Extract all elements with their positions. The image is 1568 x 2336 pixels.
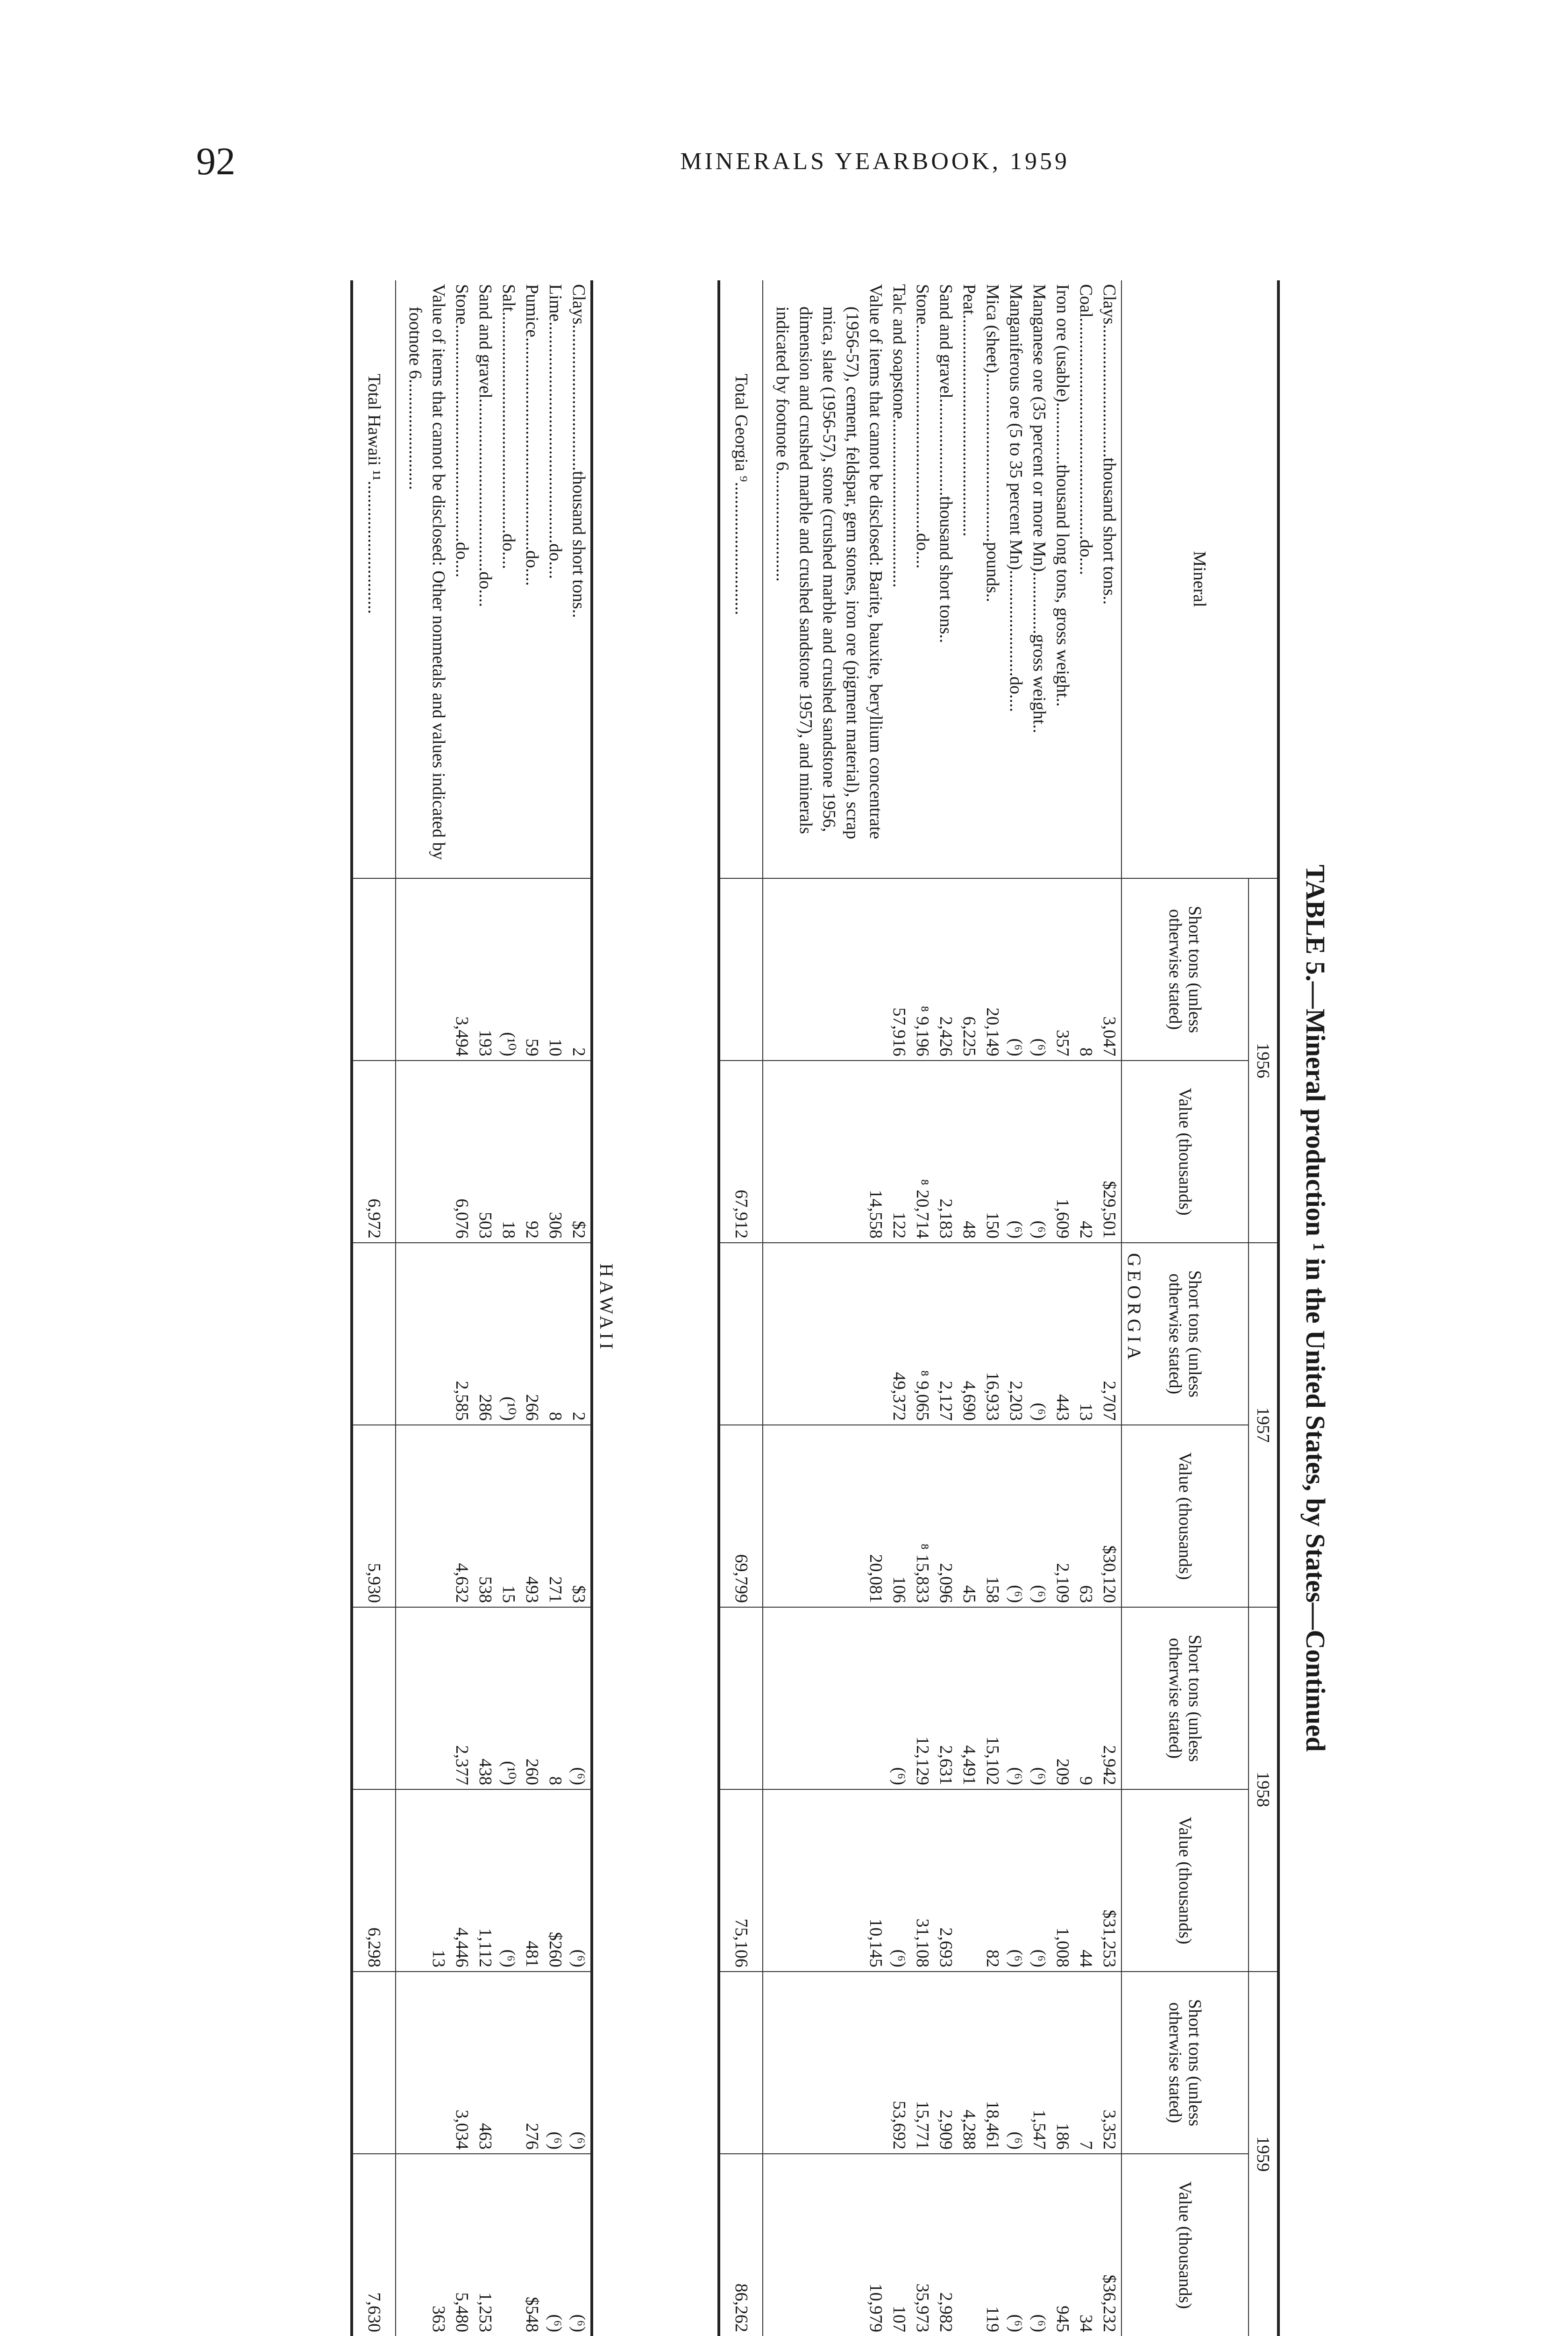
quantity-cell: 276 — [520, 1972, 544, 2154]
quantity-cell: 15,771 — [911, 1972, 934, 2154]
value-cell: 6,972 — [352, 1061, 396, 1243]
spacer-cell — [396, 1789, 404, 1972]
spacer-row — [396, 280, 404, 2336]
quantity-cell: 49,372 — [887, 1243, 911, 1425]
quantity-cell: 463 — [474, 1972, 497, 2154]
value-cell: (⁶) — [1028, 2154, 1051, 2336]
quantity-cell — [404, 1972, 450, 2154]
quantity-cell: (⁶) — [1004, 1607, 1028, 1789]
value-cell: 107 — [887, 2154, 911, 2336]
quantity-cell: 2 — [567, 878, 592, 1061]
quantity-header: Short tons (unless otherwise stated) — [1121, 878, 1249, 1061]
value-cell: ⁸ 15,833 — [911, 1425, 934, 1607]
quantity-cell — [352, 1243, 396, 1425]
spacer-cell — [763, 1425, 771, 1607]
quantity-header: Short tons (unless otherwise stated) — [1121, 1243, 1249, 1425]
mineral-name: Sand and gravel......................thousand short tons.. — [936, 284, 956, 643]
value-cell: 271 — [544, 1425, 567, 1607]
quantity-cell — [352, 878, 396, 1061]
mineral-name: Salt..................................................do.... — [499, 284, 518, 570]
quantity-cell: 193 — [474, 878, 497, 1061]
value-cell: 119 — [981, 2154, 1004, 2336]
quantity-cell: 53,692 — [887, 1972, 911, 2154]
value-cell: $260 — [544, 1789, 567, 1972]
mineral-name: Pumice................................................do.... — [522, 284, 542, 586]
value-cell: 20,081 — [771, 1425, 887, 1607]
value-cell: 1,008 — [1051, 1789, 1074, 1972]
value-cell: 44 — [1074, 1789, 1098, 1972]
mineral-name: Stone.................................................do.... — [452, 284, 472, 578]
quantity-cell: 2,377 — [450, 1607, 474, 1789]
quantity-cell: (¹⁰) — [497, 1243, 520, 1425]
value-cell: 2,183 — [934, 1061, 958, 1243]
quantity-cell: 6,225 — [958, 878, 981, 1061]
value-cell: 493 — [520, 1425, 544, 1607]
quantity-cell: 8 — [1074, 878, 1098, 1061]
quantity-cell: 2,203 — [1004, 1243, 1028, 1425]
value-cell: 45 — [958, 1425, 981, 1607]
quantity-cell: 8 — [544, 1243, 567, 1425]
quantity-cell: (¹⁰) — [497, 1607, 520, 1789]
value-cell: $2 — [567, 1061, 592, 1243]
value-cell: 67,912 — [719, 1061, 763, 1243]
value-cell: $30,120 — [1098, 1425, 1121, 1607]
spacer-cell — [396, 1243, 404, 1425]
value-cell: 945 — [1051, 2154, 1074, 2336]
quantity-cell: 15,102 — [981, 1607, 1004, 1789]
quantity-cell — [719, 878, 763, 1061]
table-row — [1098, 280, 1121, 2336]
value-cell: 63 — [1074, 1425, 1098, 1607]
year-header: 1958 — [1249, 1607, 1278, 1972]
value-cell: 10,979 — [771, 2154, 887, 2336]
table-row — [497, 280, 520, 2336]
value-cell: 6,298 — [352, 1789, 396, 1972]
value-cell: 122 — [887, 1061, 911, 1243]
mineral-name: Manganese ore (35 percent or more Mn)..............gross weight.. — [1029, 284, 1049, 734]
quantity-cell: 2,585 — [450, 1243, 474, 1425]
table-row — [771, 280, 887, 2336]
quantity-cell: 18,461 — [981, 1972, 1004, 2154]
value-cell: (⁶) — [1028, 1425, 1051, 1607]
value-cell: $31,253 — [1098, 1789, 1121, 1972]
quantity-cell: 209 — [1051, 1607, 1074, 1789]
year-header: 1957 — [1249, 1243, 1278, 1607]
quantity-cell — [719, 1243, 763, 1425]
value-cell: (⁶) — [887, 1789, 911, 1972]
quantity-cell: 286 — [474, 1243, 497, 1425]
quantity-cell: 59 — [520, 878, 544, 1061]
spacer-cell — [763, 280, 771, 878]
quantity-cell: 12,129 — [911, 1607, 934, 1789]
georgia-table — [717, 280, 1121, 2336]
year-header: 1959 — [1249, 1972, 1278, 2336]
value-cell: 2,982 — [934, 2154, 958, 2336]
value-cell: 31,108 — [911, 1789, 934, 1972]
spacer-cell — [763, 1607, 771, 1789]
value-cell: 4,632 — [450, 1425, 474, 1607]
page-number: 92 — [196, 139, 235, 183]
quantity-cell: (⁶) — [1004, 1972, 1028, 2154]
value-header: Value (thousands) — [1121, 1789, 1249, 1972]
table-row — [1051, 280, 1074, 2336]
value-cell: 75,106 — [719, 1789, 763, 1972]
quantity-cell: (⁶) — [567, 1972, 592, 2154]
mineral-name: Manganiferous ore (5 to 35 percent Mn)........................do.... — [1006, 284, 1026, 712]
quantity-cell: 9 — [1074, 1607, 1098, 1789]
value-cell: $3 — [567, 1425, 592, 1607]
table-row — [520, 280, 544, 2336]
value-cell: 5,480 — [450, 2154, 474, 2336]
table-row — [1074, 280, 1098, 2336]
value-cell: (⁶) — [1004, 1425, 1028, 1607]
mineral-name: Sand and gravel.......................................do.... — [475, 284, 495, 607]
quantity-cell: ⁸ 9,196 — [911, 878, 934, 1061]
mineral-name: Mica (sheet)......................................pounds.. — [983, 284, 1002, 602]
table-row — [1004, 280, 1028, 2336]
state-heading-georgia: GEORGIA — [1124, 1253, 1145, 1363]
value-header: Value (thousands) — [1121, 1425, 1249, 1607]
table-row — [911, 280, 934, 2336]
value-cell: 106 — [887, 1425, 911, 1607]
quantity-cell: 2 — [567, 1243, 592, 1425]
table-row — [1028, 280, 1051, 2336]
spacer-cell — [763, 878, 771, 1061]
value-cell: $548 — [520, 2154, 544, 2336]
quantity-cell: (⁶) — [544, 1972, 567, 2154]
quantity-header: Short tons (unless otherwise stated) — [1121, 1972, 1249, 2154]
value-cell: 481 — [520, 1789, 544, 1972]
total-label: Total Hawaii ¹¹.............................. — [352, 280, 396, 878]
value-cell: (⁶) — [544, 2154, 567, 2336]
quantity-cell: 2,942 — [1098, 1607, 1121, 1789]
quantity-cell: 4,288 — [958, 1972, 981, 2154]
spacer-cell — [396, 2154, 404, 2336]
total-row — [719, 280, 763, 2336]
value-cell: 2,693 — [934, 1789, 958, 1972]
table-row — [958, 280, 981, 2336]
spacer-cell — [396, 878, 404, 1061]
spacer-cell — [763, 2154, 771, 2336]
quantity-cell: 3,352 — [1098, 1972, 1121, 2154]
value-cell: 48 — [958, 1061, 981, 1243]
value-cell: (⁶) — [567, 2154, 592, 2336]
quantity-cell — [352, 1972, 396, 2154]
quantity-cell — [771, 1972, 887, 2154]
value-cell: 7,630 — [352, 2154, 396, 2336]
quantity-cell — [404, 1243, 450, 1425]
table-row — [450, 280, 474, 2336]
quantity-cell: (¹⁰) — [497, 878, 520, 1061]
quantity-cell: 357 — [1051, 878, 1074, 1061]
quantity-cell: 2,631 — [934, 1607, 958, 1789]
value-cell: 2,109 — [1051, 1425, 1074, 1607]
quantity-cell: (⁶) — [567, 1607, 592, 1789]
spacer-cell — [396, 1425, 404, 1607]
spacer-cell — [396, 1607, 404, 1789]
spacer-cell — [396, 280, 404, 878]
quantity-cell: 16,933 — [981, 1243, 1004, 1425]
value-cell: (⁶) — [1004, 2154, 1028, 2336]
spacer-cell — [763, 1061, 771, 1243]
spacer-cell — [396, 1061, 404, 1243]
value-cell: 92 — [520, 1061, 544, 1243]
quantity-cell: 7 — [1074, 1972, 1098, 2154]
spacer-row — [763, 280, 771, 2336]
quantity-cell: (⁶) — [1004, 878, 1028, 1061]
year-header: 1956 — [1249, 878, 1278, 1243]
mineral-name: Stone...............................................do.... — [913, 284, 932, 569]
total-label: Total Georgia ⁹.............................. — [719, 280, 763, 878]
spacer-cell — [763, 1789, 771, 1972]
quantity-cell: 4,690 — [958, 1243, 981, 1425]
mineral-name: Iron ore (usable)..............thousand long tons, gross weight.. — [1053, 284, 1072, 707]
quantity-cell: 1,547 — [1028, 1972, 1051, 2154]
value-cell: $36,232 — [1098, 2154, 1121, 2336]
quantity-cell — [497, 1972, 520, 2154]
value-cell: 34 — [1074, 2154, 1098, 2336]
quantity-cell: 260 — [520, 1607, 544, 1789]
table-row — [567, 280, 592, 2336]
value-cell: 363 — [404, 2154, 450, 2336]
value-cell: 538 — [474, 1425, 497, 1607]
quantity-cell: 20,149 — [981, 878, 1004, 1061]
table-row — [934, 280, 958, 2336]
spacer-cell — [763, 1972, 771, 2154]
value-cell — [497, 2154, 520, 2336]
rotated-table-block — [201, 234, 1331, 2336]
value-cell: (⁶) — [1028, 1789, 1051, 1972]
value-cell: (⁶) — [567, 1789, 592, 1972]
quantity-cell: 3,034 — [450, 1972, 474, 2154]
quantity-cell: (⁶) — [1028, 1607, 1051, 1789]
quantity-cell: (⁶) — [887, 1607, 911, 1789]
quantity-cell — [719, 1972, 763, 2154]
value-cell: (⁶) — [1004, 1061, 1028, 1243]
georgia-rows — [719, 280, 1121, 2336]
table-row — [474, 280, 497, 2336]
value-cell: 1,112 — [474, 1789, 497, 1972]
value-cell: ⁸ 20,714 — [911, 1061, 934, 1243]
quantity-cell — [352, 1607, 396, 1789]
quantity-cell: (⁶) — [1028, 878, 1051, 1061]
mineral-name: Clays..............................thousand short tons.. — [1100, 284, 1119, 605]
mineral-name: Clays.................................thousand short tons.. — [569, 284, 589, 618]
running-head: MINERALS YEARBOOK, 1959 — [680, 148, 1070, 175]
quantity-cell: (⁶) — [1028, 1243, 1051, 1425]
quantity-cell: 2,909 — [934, 1972, 958, 2154]
quantity-cell: 443 — [1051, 1243, 1074, 1425]
spacer-cell — [396, 1972, 404, 2154]
quantity-cell: 57,916 — [887, 878, 911, 1061]
quantity-cell: 13 — [1074, 1243, 1098, 1425]
value-cell: (⁶) — [497, 1789, 520, 1972]
value-cell: 6,076 — [450, 1061, 474, 1243]
value-header: Value (thousands) — [1121, 1061, 1249, 1243]
value-cell: 4,446 — [450, 1789, 474, 1972]
quantity-cell: 10 — [544, 878, 567, 1061]
quantity-cell — [404, 878, 450, 1061]
quantity-cell: 186 — [1051, 1972, 1074, 2154]
quantity-cell: 8 — [544, 1607, 567, 1789]
value-cell: 18 — [497, 1061, 520, 1243]
mineral-name: Value of items that cannot be disclosed: Barite, bauxite, beryllium concentrate (1956-57), cement, feldspar, gem stones, iron ore (pigment material), scrap mica, slate (1956-57), stone (crushed marble and crushed sandstone 1956, dimension and crushed marble and crushed sandstone 1957), and minerals indicated by footnote 6......................... — [773, 284, 886, 840]
value-cell: 10,145 — [771, 1789, 887, 1972]
value-cell: 503 — [474, 1061, 497, 1243]
table-row — [404, 280, 450, 2336]
table-row — [887, 280, 911, 2336]
quantity-cell: 4,491 — [958, 1607, 981, 1789]
value-cell — [958, 2154, 981, 2336]
value-cell: 15 — [497, 1425, 520, 1607]
mineral-name: Coal..................................................do.... — [1076, 284, 1096, 575]
value-cell — [404, 1061, 450, 1243]
value-cell: $29,501 — [1098, 1061, 1121, 1243]
quantity-cell: 2,426 — [934, 878, 958, 1061]
state-heading-hawaii: HAWAII — [596, 1263, 617, 1353]
value-cell: 2,096 — [934, 1425, 958, 1607]
value-header: Value (thousands) — [1121, 2154, 1249, 2336]
value-cell: 5,930 — [352, 1425, 396, 1607]
table-row — [981, 280, 1004, 2336]
quantity-cell: 438 — [474, 1607, 497, 1789]
value-cell: (⁶) — [1004, 1789, 1028, 1972]
value-cell: 13 — [404, 1789, 450, 1972]
value-cell: 150 — [981, 1061, 1004, 1243]
mineral-name: Value of items that cannot be disclosed: Other nonmetals and values indicated by footnote 6......................... — [405, 284, 448, 860]
quantity-cell: 2,127 — [934, 1243, 958, 1425]
quantity-cell: 3,047 — [1098, 878, 1121, 1061]
hawaii-table — [350, 280, 593, 2336]
value-cell: (⁶) — [1028, 1061, 1051, 1243]
quantity-cell — [404, 1607, 450, 1789]
value-cell: 82 — [981, 1789, 1004, 1972]
value-cell: 14,558 — [771, 1061, 887, 1243]
value-cell: 158 — [981, 1425, 1004, 1607]
mineral-column-header: Mineral — [1121, 280, 1278, 878]
mineral-name: Talc and soapstone...................................... — [889, 284, 909, 588]
mineral-name: Lime..................................................do.... — [546, 284, 565, 579]
hawaii-rows — [352, 280, 592, 2336]
quantity-cell — [771, 878, 887, 1061]
quantity-cell: 266 — [520, 1243, 544, 1425]
quantity-cell — [771, 1243, 887, 1425]
quantity-cell: 2,707 — [1098, 1243, 1121, 1425]
quantity-header: Short tons (unless otherwise stated) — [1121, 1607, 1249, 1789]
quantity-cell — [719, 1607, 763, 1789]
value-cell: 306 — [544, 1061, 567, 1243]
value-cell: 42 — [1074, 1061, 1098, 1243]
value-cell: 1,253 — [474, 2154, 497, 2336]
value-cell: 1,609 — [1051, 1061, 1074, 1243]
quantity-cell — [771, 1607, 887, 1789]
quantity-cell: ⁸ 9,065 — [911, 1243, 934, 1425]
value-cell: 86,262 — [719, 2154, 763, 2336]
value-cell — [404, 1425, 450, 1607]
value-cell: 69,799 — [719, 1425, 763, 1607]
value-cell — [958, 1789, 981, 1972]
table-title: TABLE 5.—Mineral production ¹ in the United States, by States—Continued — [1300, 864, 1331, 1752]
quantity-cell: 3,494 — [450, 878, 474, 1061]
mineral-name: Peat.................................................. — [959, 284, 979, 537]
value-cell: 35,973 — [911, 2154, 934, 2336]
spacer-cell — [763, 1243, 771, 1425]
total-row — [352, 280, 396, 2336]
table-row — [544, 280, 567, 2336]
page-header — [196, 140, 1070, 182]
